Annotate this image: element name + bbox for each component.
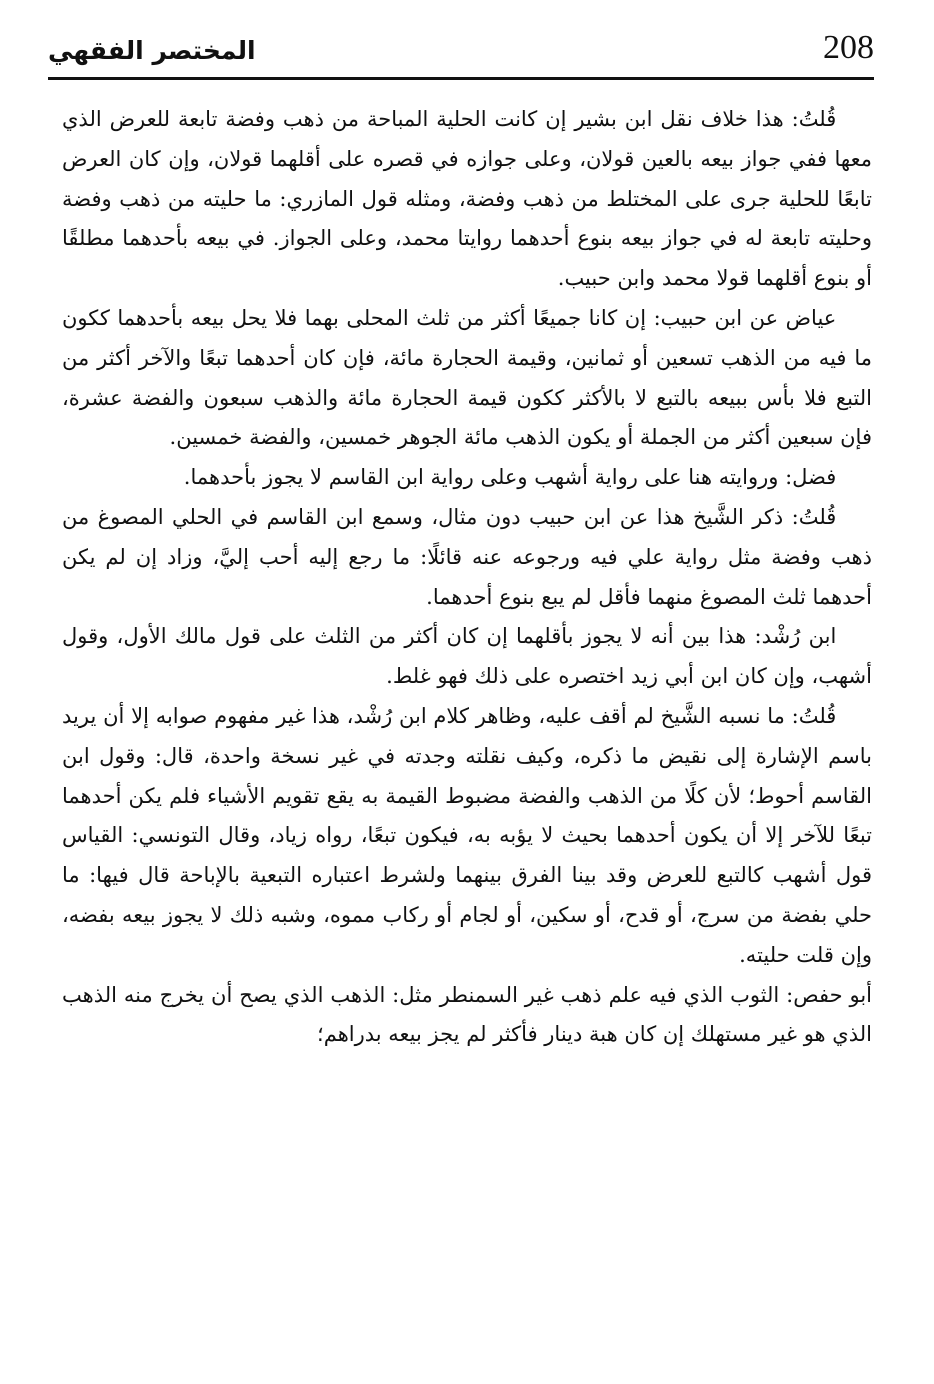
paragraph-2: عياض عن ابن حبيب: إن كانا جميعًا أكثر من ثلث المحلى بهما فلا يحل بيعه بأحدهما ككون ما فيه من الذهب تسعين أو ثمانين، وقيمة الحجارة مائة، فإن كان أحدهما تبعًا والآخر أكثر من التبع فلا بأس ببيعه بالتبع لا بالأكثر ككون قيمة الحجارة مائة والذهب سبعون والفضة عشرة، فإن سبعين أكثر من الجملة أو يكون الذهب مائة الجوهر خمسين، والفضة خمسين. [62,305,872,450]
paragraph-5: ابن رُشْد: هذا بين أنه لا يجوز بأقلهما إن كان أكثر من الثلث على قول مالك الأول، وقول أشهب، وإن كان ابن أبي زيد اختصره على ذلك فهو غلط. [62,624,872,689]
paragraph-7: أبو حفص: الثوب الذي فيه علم ذهب غير السمنطر مثل: الذهب الذي يصح أن يخرج منه الذهب الذي هو غير مستهلك إن كان هبة دينار فأكثر لم يجز بيعه بدراهم؛ [62,982,872,1047]
paragraph-6: قُلتُ: ما نسبه الشَّيخ لم أقف عليه، وظاهر كلام ابن رُشْد، هذا غير مفهوم صوابه إلا أن يريد باسم الإشارة إلى نقيض ما ذكره، وكيف نقلته وجدته في غير نسخة واحدة، قال: وقول ابن القاسم أحوط؛ لأن كلًا من الذهب والفضة مضبوط القيمة به يقع تقويم الأشياء فلم يكن أحدهما تبعًا للآخر إلا أن يكون أحدهما بحيث لا يؤبه به، فيكون تبعًا، رواه زياد، وقال التونسي: القياس قول أشهب كالتبع للعرض وقد بينا الفرق بينهما ولشرط اعتباره التبعية بالإباحة قال فيها: ما حلي بفضة من سرج، أو قدح، أو سكين، أو لجام أو ركاب مموه، وشبه ذلك لا يجوز بيعه بفضه، وإن قلت حليته. [62,703,872,967]
paragraph-3: فضل: وروايته هنا على رواية أشهب وعلى رواية ابن القاسم لا يجوز بأحدهما. [183,465,837,490]
header-rule [48,77,874,80]
page-header [48,28,874,80]
paragraph-4: قُلتُ: ذكر الشَّيخ هذا عن ابن حبيب دون مثال، وسمع ابن القاسم في الحلي المصوغ من ذهب وفضة مثل رواية علي فيه ورجوعه عنه قائلًا: ما رجع إليه أحب إليَّ، وزاد إن لم يكن أحدهما ثلث المصوغ منهما فأقل لم يبع بنوع أحدهما. [62,504,872,609]
page-number: 208 [823,29,874,66]
book-title: المختصر الفقهي [48,36,256,65]
body-text [62,100,872,1055]
paragraph-1: قُلتُ: هذا خلاف نقل ابن بشير إن كانت الحلية المباحة من ذهب وفضة تابعة للعرض الذي معها ففي جواز بيعه بالعين قولان، وعلى جوازه في قصره على أقلهما قولان، وإن كان العرض تابعًا للحلية جرى على المختلط من ذهب وفضة، ومثله قول المازري: ما حليته من ذهب وفضة وحليته تابعة له في جواز بيعه بنوع أحدهما روايتا محمد، وعلى الجواز. في بيعه بأحدهما مطلقًا أو بنوع أقلهما قولا محمد وابن حبيب. [62,107,872,291]
